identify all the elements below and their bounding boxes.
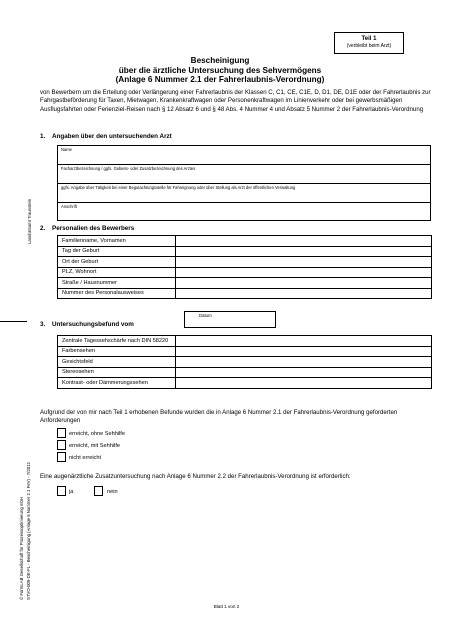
page-footer: Blatt 1 von 2 [213, 604, 240, 609]
checkbox-with-aid[interactable] [57, 440, 66, 450]
applicant-input-id[interactable] [176, 288, 432, 299]
section-2-number: 2. [40, 225, 46, 232]
doctor-field-specialty[interactable]: Facharztbezeichnung / ggfs. Gebiets- oder Zusatzbezeichnung des Arztes [58, 165, 430, 184]
section-3-number: 3. [40, 321, 46, 328]
teil-box [334, 32, 404, 54]
finding-label-acuity: Zentrale Tagessehschärfe nach DIN 58220 [58, 336, 176, 347]
table-row [58, 246, 432, 257]
checkbox-label-nein: nein [107, 489, 118, 495]
finding-label-field: Gesichtsfeld [58, 357, 176, 368]
doctor-field-address[interactable]: Anschrift [61, 204, 77, 209]
table-row [58, 267, 432, 278]
intro-paragraph: von Bewerbern um die Erteilung oder Verlängerung einer Fahrerlaubnis der Klassen C, C1, CE, C1E, D, D1, DE, D1E oder der Fahrerlaubnis zur Fahrgastbeförderung für Taxen, Mietwagen, Krankenkraftwagen oder Personenkraftwagen im Linienverkehr oder bei gewerbsmäßigen Ausflugsfahrten oder Ferienziel-Reisen nach § 12 Absatz 6 und § 48 Abs. 4 Nummer 4 und Absatz 5 Nummer 2 der Fahrerlaubnis-Verordnung [40, 89, 431, 113]
finding-input-contrast[interactable] [176, 378, 432, 389]
finding-label-contrast: Kontrast- oder Dämmerungssehen [58, 378, 176, 389]
applicant-label-id: Nummer des Personalausweises [58, 288, 176, 299]
applicant-input-birthplace[interactable] [176, 257, 432, 268]
zusatz-paragraph: Eine augenärztliche Zusatzuntersuchung nach Anlage 6 Nummer 2.2 der Fahrerlaubnis-Verordnung ist erforderlich: [40, 473, 351, 480]
side-label-form-id: STVO-005-DE-FL - Bescheinigung (Anlage 6 Nummer 2.1 FeV) - 7/2012 [26, 462, 31, 600]
table-row [58, 357, 432, 368]
finding-input-stereo[interactable] [176, 367, 432, 378]
section-3-heading [40, 321, 134, 328]
checkbox-nein[interactable] [94, 486, 103, 496]
table-row [58, 288, 432, 299]
table-row [58, 346, 432, 357]
applicant-label-birthdate: Tag der Geburt [58, 246, 176, 257]
applicant-input-zip[interactable] [176, 267, 432, 278]
applicant-label-street: Straße / Hausnummer [58, 278, 176, 289]
doctor-field-activity[interactable]: ggfs. Angabe über Tätigkeit bei einer Begutachtungsstelle für Fahreignung oder über Stellung als Arzt der öffentlichen Verwaltung [58, 184, 430, 203]
section-1-heading [40, 133, 172, 140]
checkbox-without-aid[interactable] [57, 428, 66, 438]
side-label-authority: Landratsamt Traunstein [27, 198, 32, 244]
section-1-number: 1. [40, 133, 46, 140]
finding-input-acuity[interactable] [176, 336, 432, 347]
applicant-input-birthdate[interactable] [176, 246, 432, 257]
applicant-input-street[interactable] [176, 278, 432, 289]
applicant-label-birthplace: Ort der Geburt [58, 257, 176, 268]
doctor-field-name[interactable]: Name [58, 146, 430, 165]
finding-input-color[interactable] [176, 346, 432, 357]
applicant-label-zip: PLZ, Wohnort [58, 267, 176, 278]
title-line-2: über die ärztliche Untersuchung des Sehvermögens [118, 65, 322, 75]
table-row [58, 278, 432, 289]
finding-label-color: Farbensehen [58, 346, 176, 357]
checkbox-label-with-aid: erreicht, mit Sehhilfe [69, 443, 120, 449]
applicant-table [57, 235, 432, 299]
title-line-3: (Anlage 6 Nummer 2.1 der Fahrerlaubnis-Verordnung) [115, 75, 325, 84]
section-2-title: Personalien des Bewerbers [52, 225, 135, 232]
title-line-1: Bescheinigung [190, 56, 250, 65]
finding-input-field[interactable] [176, 357, 432, 368]
doctor-info-box [57, 145, 431, 221]
table-row [58, 336, 432, 347]
checkbox-label-without-aid: erreicht, ohne Sehhilfe [69, 431, 125, 437]
checkbox-not-reached[interactable] [57, 452, 66, 462]
table-row [58, 367, 432, 378]
page-title [40, 56, 400, 85]
section-1-title: Angaben über den untersuchenden Arzt [52, 133, 172, 140]
finding-label-stereo: Stereosehen [58, 367, 176, 378]
date-label: Datum [199, 313, 212, 318]
applicant-input-name[interactable] [176, 236, 432, 247]
result-paragraph: Aufgrund der von mir nach Teil 1 erhobenen Befunde wurden die in Anlage 6 Nummer 2.1 der Fahrerlaubnis-Verordnung geforderten Anforderungen [40, 409, 398, 425]
table-row [58, 257, 432, 268]
checkbox-ja[interactable] [57, 486, 66, 496]
table-row [58, 236, 432, 247]
side-label-copyright: © FormLAB Gesellschaft für Prozessoptimierung mbH [19, 497, 24, 600]
checkbox-label-not-reached: nicht erreicht [69, 455, 102, 461]
table-row [58, 378, 432, 389]
section-2-heading [40, 225, 134, 232]
applicant-label-name: Familienname, Vornamen [58, 236, 176, 247]
findings-table [57, 335, 432, 389]
teil-note: (verbleibt beim Arzt) [346, 43, 392, 49]
fold-mark [0, 321, 27, 322]
teil-label: Teil 1 [361, 36, 377, 42]
checkbox-label-ja: ja [69, 489, 74, 495]
date-field[interactable] [184, 311, 276, 328]
section-3-title: Untersuchungsbefund vom [52, 321, 134, 328]
